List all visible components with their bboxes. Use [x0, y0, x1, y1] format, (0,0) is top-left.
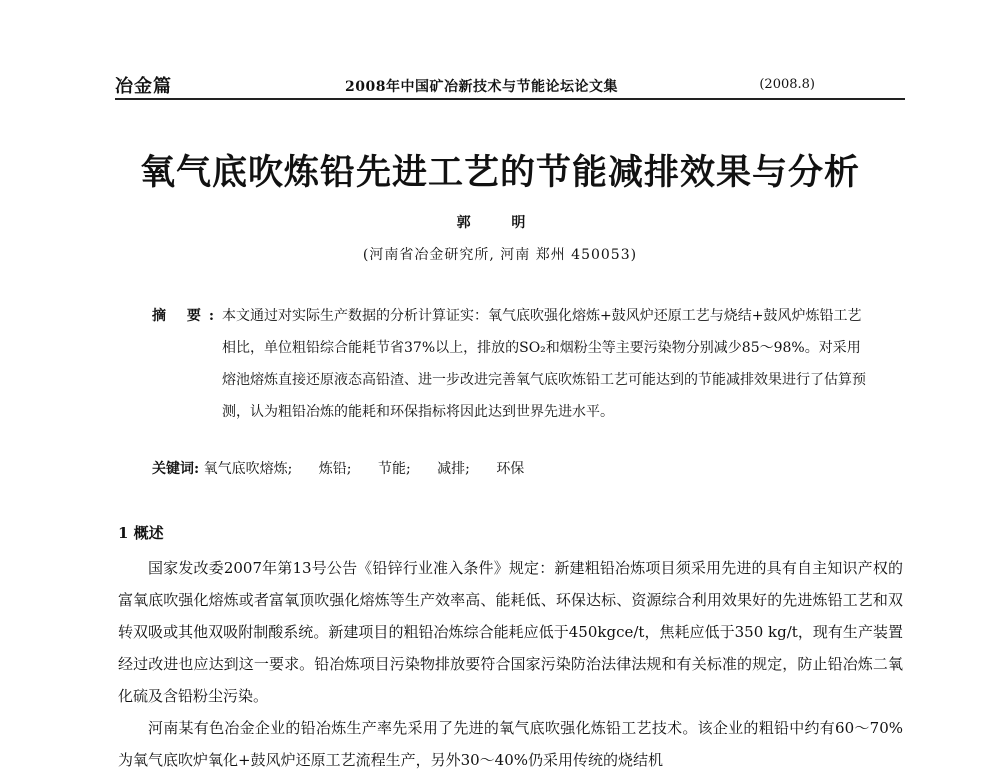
header-rule [115, 98, 905, 100]
publication-date: (2008.8) [759, 77, 815, 92]
abstract-label: 摘 要: [152, 308, 223, 324]
keywords-label: 关键词: [152, 461, 200, 477]
keyword-item: 环保 [496, 461, 525, 477]
affiliation: (河南省冶金研究所, 河南 郑州 450053) [362, 247, 638, 263]
section-heading: 1 概述 [118, 524, 164, 542]
abstract-text: 本文通过对实际生产数据的分析计算证实：氧气底吹强化熔炼+鼓风炉还原工艺与烧结+鼓风炉炼铅工艺相比，单位粗铅综合能耗节省37%以上，排放的SO₂和烟粉尘等主要污染物分别减少85～98%。对采用熔池熔炼直接还原液态高铅渣、进一步改进完善氧气底吹炼铅工艺可能达到的节能减排效果进行了估算预测，认为粗铅冶炼的能耗和环保指标将因此达到世界先进水平。 [222, 308, 866, 420]
paragraph: 国家发改委2007年第13号公告《铅锌行业准入条件》规定：新建粗铅冶炼项目须采用先进的具有自主知识产权的富氧底吹强化熔炼或者富氧顶吹强化熔炼等生产效率高、能耗低、环保达标、资源综合利用效果好的先进炼铅工艺和双转双吸或其他双吸附制酸系统。新建项目的粗铅冶炼综合能耗应低于450kgce/t，焦耗应低于350 kg/t，现有生产装置经过改进也应达到这一要求。铅冶炼项目污染物排放要符合国家污染防治法律法规和有关标准的规定，防止铅冶炼二氧化硫及含铅粉尘污染。 [118, 559, 903, 705]
body-text [118, 552, 903, 776]
keywords [152, 458, 872, 478]
author: 郭 明 [456, 215, 544, 231]
keyword-item: 减排; [437, 461, 470, 477]
paragraph: 河南某有色冶金企业的铅冶炼生产率先采用了先进的氧气底吹强化炼铅工艺技术。该企业的粗铅中约有60～70%为氧气底吹炉氧化+鼓风炉还原工艺流程生产，另外30～40%仍采用传统的烧结机 [118, 719, 903, 769]
keyword-item: 炼铅; [318, 461, 352, 477]
abstract [152, 300, 872, 428]
paper-title: 氧气底吹炼铅先进工艺的节能减排效果与分析 [139, 152, 860, 193]
keyword-item: 节能; [377, 461, 411, 477]
section-label: 冶金篇 [115, 76, 172, 97]
running-header [115, 68, 905, 98]
keyword-item: 氧气底吹熔炼; [203, 461, 293, 477]
proceedings-title: 2008年中国矿冶新技术与节能论坛论文集 [345, 79, 618, 95]
